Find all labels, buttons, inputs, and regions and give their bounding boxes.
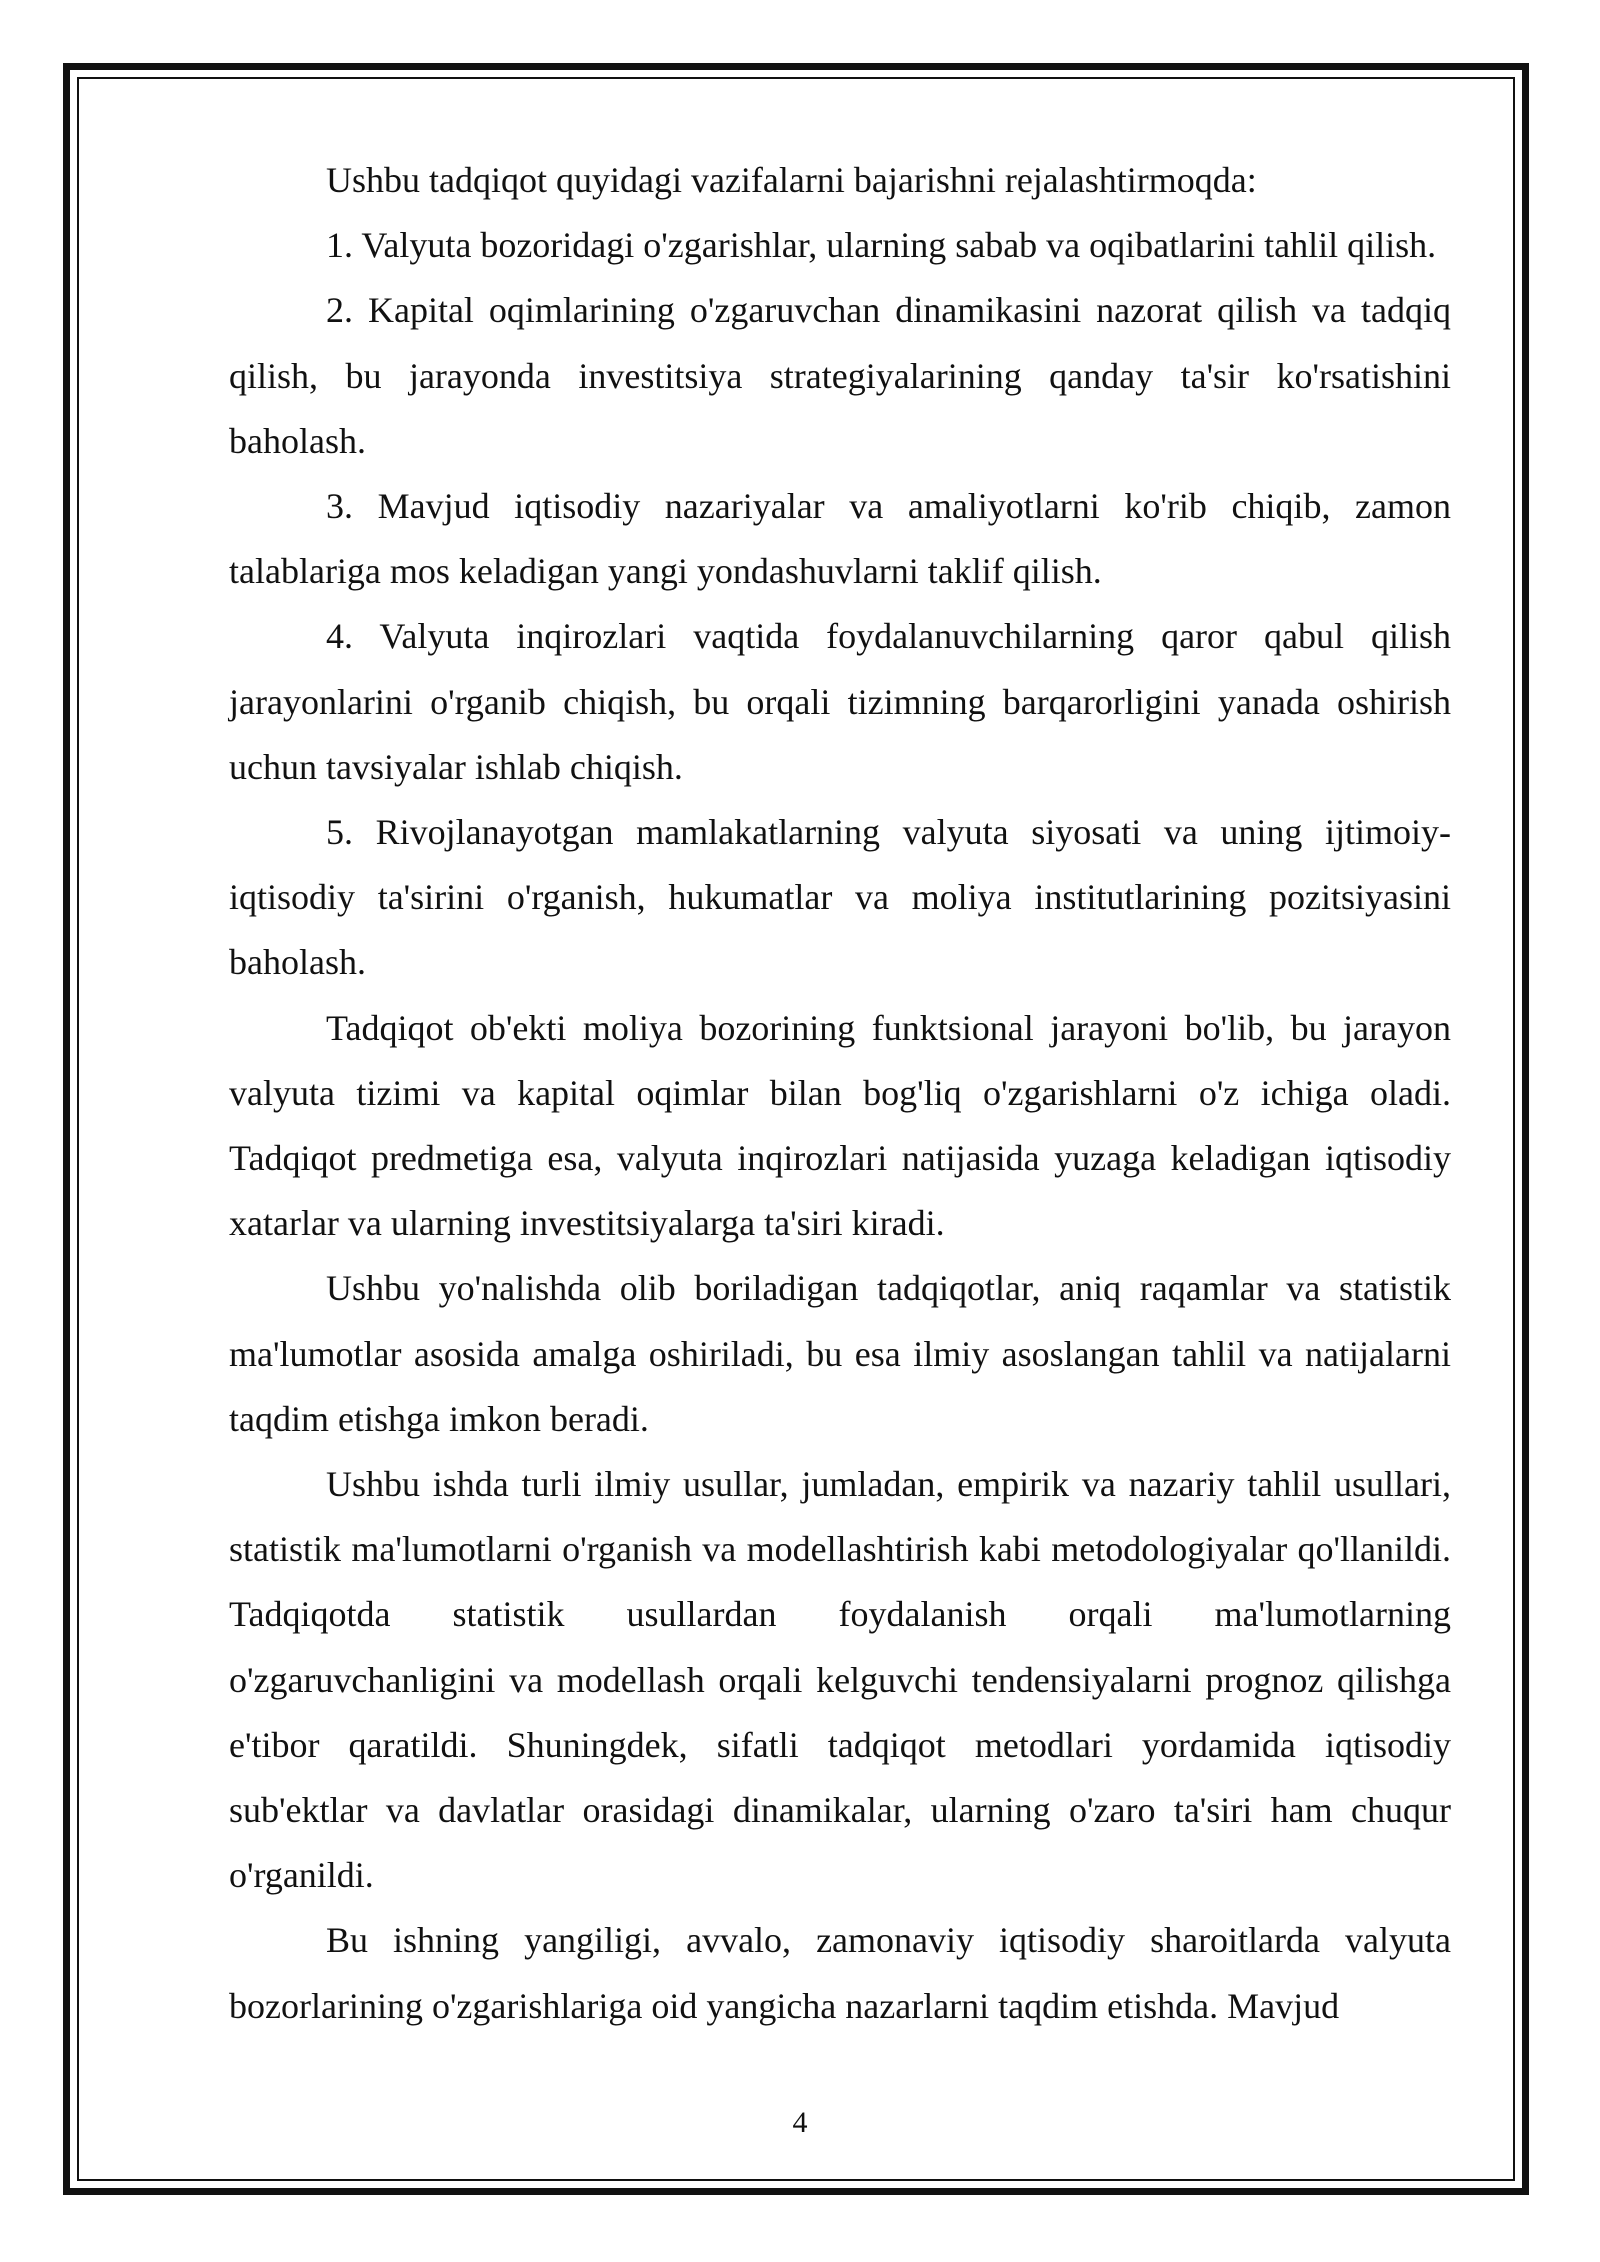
- list-item-5: 5. Rivojlanayotgan mamlakatlarning valyuta siyosati va uning ijtimoiy-iqtisodiy ta'sirini o'rganish, hukumatlar va moliya institutlarining pozitsiyasini baholash.: [229, 812, 1451, 983]
- list-item-3: 3. Mavjud iqtisodiy nazariyalar va amaliyotlarni ko'rib chiqib, zamon talablariga mos keladigan yangi yondashuvlarni taklif qilish.: [229, 486, 1451, 592]
- list-item-1: 1. Valyuta bozoridagi o'zgarishlar, ularning sabab va oqibatlarini tahlil qilish.: [326, 225, 1437, 266]
- paragraph-intro: Ushbu tadqiqot quyidagi vazifalarni bajarishni rejalashtirmoqda:: [326, 160, 1257, 200]
- page-number: 4: [792, 2106, 808, 2139]
- document-body: [229, 148, 1451, 2039]
- list-item-2: 2. Kapital oqimlarining o'zgaruvchan dinamikasini nazorat qilish va tadqiq qilish, bu jarayonda investitsiya strategiyalarining qanday ta'sir ko'rsatishini baholash.: [229, 290, 1451, 461]
- paragraph-research-object: Tadqiqot ob'ekti moliya bozorining funktsional jarayoni bo'lib, bu jarayon valyuta tizimi va kapital oqimlar bilan bog'liq o'zgarishlarni o'z ichiga oladi. Tadqiqot predmetiga esa, valyuta inqirozlari natijasida yuzaga keladigan iqtisodiy xatarlar va ularning investitsiyalarga ta'siri kiradi.: [229, 1007, 1451, 1244]
- paragraph-research-direction: Ushbu yo'nalishda olib boriladigan tadqiqotlar, aniq raqamlar va statistik ma'lumotlar asosida amalga oshiriladi, bu esa ilmiy asoslangan tahlil va natijalarni taqdim etishga imkon beradi.: [229, 1268, 1451, 1439]
- paragraph-methods: Ushbu ishda turli ilmiy usullar, jumladan, empirik va nazariy tahlil usullari, statistik ma'lumotlarni o'rganish va modellashtirish kabi metodologiyalar qo'llanildi. Tadqiqotda statistik usullardan foydalanish orqali ma'lumotlarning o'zgaruvchanligini va modellash orqali kelguvchi tendensiyalarni prognoz qilishga e'tibor qaratildi. Shuningdek, sifatli tadqiqot metodlari yordamida iqtisodiy sub'ektlar va davlatlar orasidagi dinamikalar, ularning o'zaro ta'siri ham chuqur o'rganildi.: [229, 1464, 1451, 1896]
- paragraph-novelty: Bu ishning yangiligi, avvalo, zamonaviy iqtisodiy sharoitlarda valyuta bozorlarining o'zgarishlariga oid yangicha nazarlarni taqdim etishda. Mavjud: [229, 1920, 1451, 2026]
- list-item-4: 4. Valyuta inqirozlari vaqtida foydalanuvchilarning qaror qabul qilish jarayonlarini o'rganib chiqish, bu orqali tizimning barqarorligini yanada oshirish uchun tavsiyalar ishlab chiqish.: [229, 616, 1451, 787]
